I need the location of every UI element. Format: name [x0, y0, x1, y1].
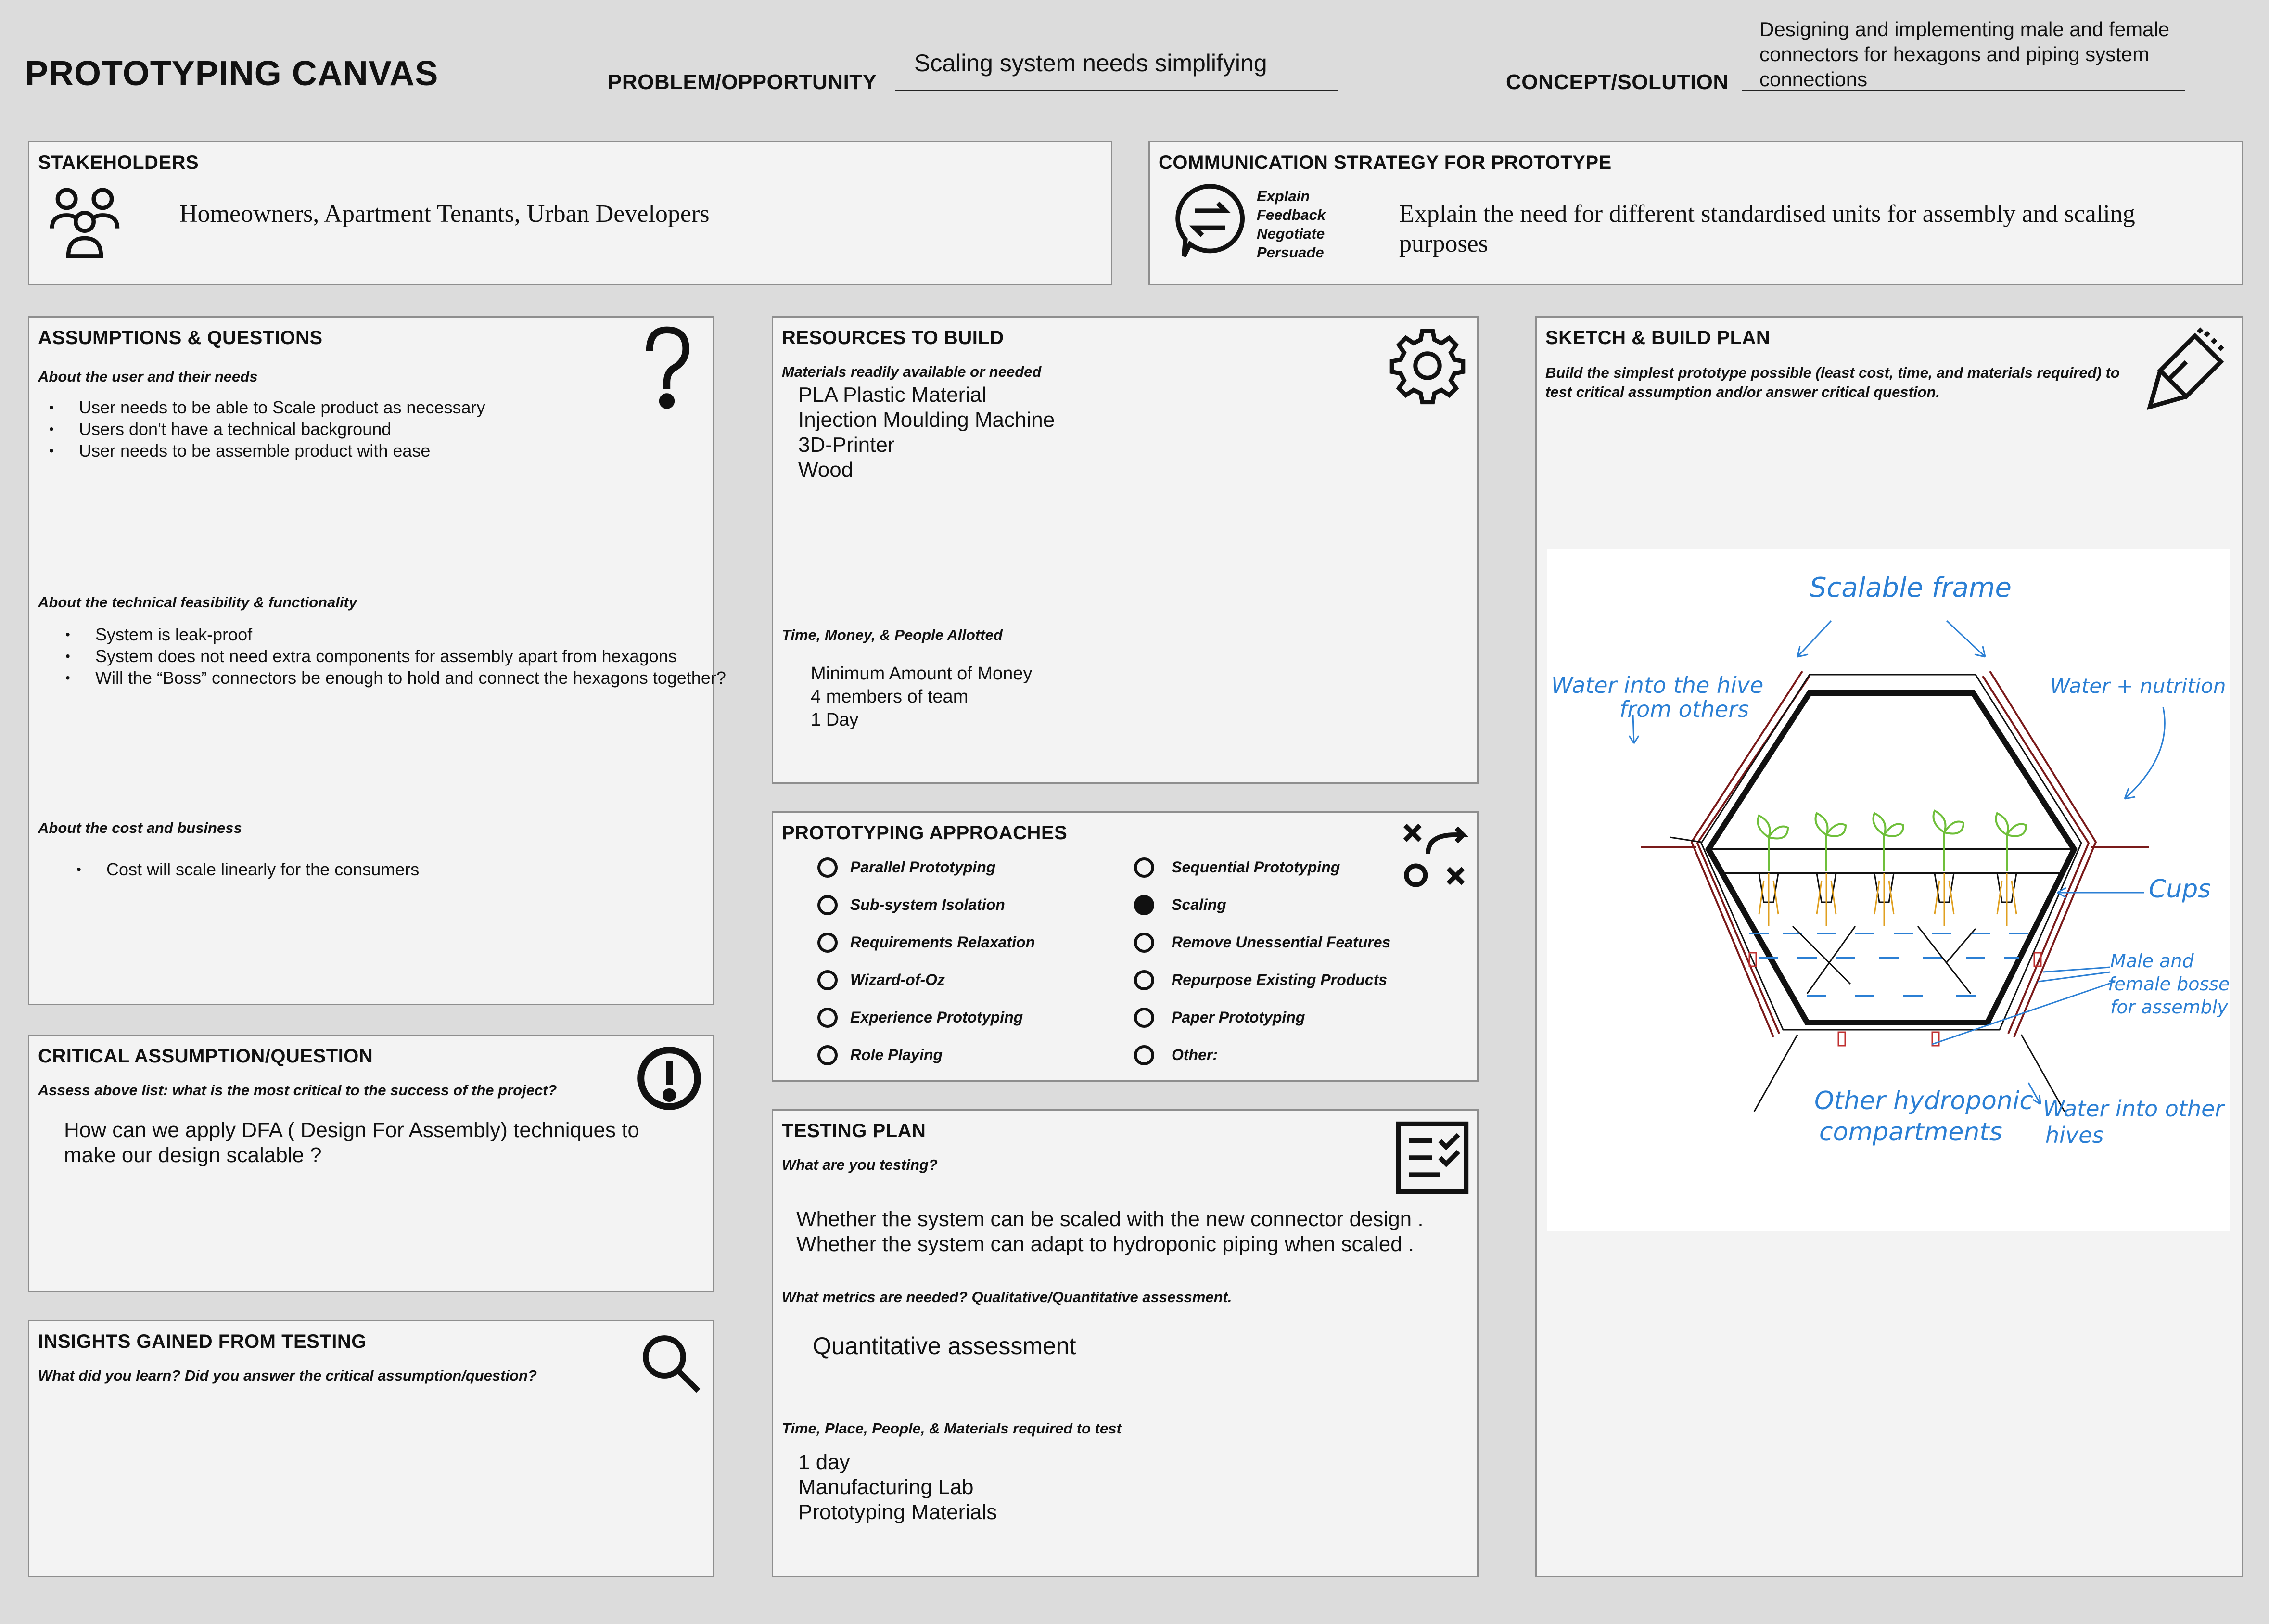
- annotation-water-into-hive: Water into the hive: [1551, 672, 1764, 698]
- approaches-panel: [772, 811, 1479, 1082]
- materials-list: [798, 383, 1055, 483]
- communication-text[interactable]: Explain the need for different standardised units for assembly and scaling purposes: [1399, 200, 2135, 257]
- option-label: Repurpose Existing Products: [1172, 971, 1388, 988]
- mode-persuade: Persuade: [1257, 244, 1324, 261]
- annotation-cups: Cups: [2149, 875, 2211, 904]
- technical-list: [54, 624, 745, 689]
- roots: [1759, 873, 2016, 926]
- radio-role-playing[interactable]: [817, 1045, 838, 1065]
- list-item: PLA Plastic Material: [798, 383, 987, 407]
- resources-title: RESOURCES TO BUILD: [782, 327, 1004, 348]
- magnifier-icon: [639, 1332, 702, 1394]
- sketch-image: [1547, 549, 2230, 1231]
- testing-what-heading: What are you testing?: [782, 1156, 938, 1173]
- radio-experience-prototyping[interactable]: [817, 1008, 838, 1028]
- list-item: Minimum Amount of Money: [811, 664, 1033, 684]
- stakeholders-title: STAKEHOLDERS: [38, 152, 199, 173]
- option-label: Other:: [1172, 1046, 1218, 1063]
- approaches-icon: [1401, 821, 1468, 889]
- annotation-bosses-3: for assembly: [2110, 997, 2228, 1018]
- stakeholders-text[interactable]: Homeowners, Apartment Tenants, Urban Developers: [179, 200, 710, 228]
- list-item: 1 day: [798, 1450, 850, 1474]
- list-item: • System is leak-proof: [95, 624, 745, 645]
- radio-requirements-relaxation[interactable]: [817, 933, 838, 953]
- technical-heading: About the technical feasibility & functionality: [38, 594, 357, 611]
- question-mark-icon: [640, 325, 693, 411]
- list-item: Injection Moulding Machine: [798, 408, 1055, 432]
- list-item: 3D-Printer: [798, 433, 895, 457]
- mode-negotiate: Negotiate: [1257, 225, 1325, 242]
- option-label: Experience Prototyping: [850, 1009, 1023, 1026]
- option-label: Role Playing: [850, 1046, 943, 1063]
- mode-feedback: Feedback: [1257, 206, 1326, 223]
- option-label: Remove Unessential Features: [1172, 933, 1391, 951]
- critical-subtitle: Assess above list: what is the most critical to the success of the project?: [38, 1082, 557, 1099]
- list-item: • Cost will scale linearly for the consumers: [106, 858, 419, 880]
- radio-sub-system-isolation[interactable]: [817, 895, 838, 915]
- people-group-icon: [44, 181, 126, 263]
- list-item: • System does not need extra components for assembly apart from hexagons: [95, 645, 745, 667]
- annotation-other-compartments-2: compartments: [1819, 1118, 2002, 1147]
- assumptions-title: ASSUMPTIONS & QUESTIONS: [38, 327, 323, 348]
- inner-hexagon: [1708, 693, 2074, 1023]
- list-item: Prototyping Materials: [798, 1500, 997, 1524]
- list-item: • User needs to be able to Scale product as necessary: [79, 396, 485, 418]
- cost-heading: About the cost and business: [38, 819, 242, 836]
- user-needs-heading: About the user and their needs: [38, 368, 258, 385]
- list-item: Wood: [798, 458, 854, 482]
- critical-panel: [28, 1035, 714, 1292]
- list-item: 1 Day: [811, 710, 859, 730]
- sketch-panel: [1535, 316, 2243, 1577]
- resources-panel: [772, 316, 1479, 784]
- requirements-heading: Time, Place, People, & Materials required to test: [782, 1420, 1122, 1437]
- concept-value[interactable]: Designing and implementing male and female connectors for hexagons and piping system connections: [1759, 18, 2170, 90]
- radio-repurpose-existing-products[interactable]: [1134, 970, 1154, 990]
- option-label: Scaling: [1172, 896, 1226, 913]
- concept-label: CONCEPT/SOLUTION: [1506, 70, 1729, 94]
- sketch-title: SKETCH & BUILD PLAN: [1545, 327, 1771, 348]
- radio-parallel-prototyping[interactable]: [817, 857, 838, 878]
- pencil-notepad-icon: [2143, 327, 2230, 414]
- water-lines: [1749, 933, 2028, 996]
- annotation-scalable-frame: Scalable frame: [1810, 572, 2012, 603]
- insights-panel: [28, 1320, 714, 1577]
- radio-sequential-prototyping[interactable]: [1134, 857, 1154, 878]
- sketch-subtitle: Build the simplest prototype possible (least cost, time, and materials required) to test critical assumption and/or answer critical question.: [1545, 364, 2120, 400]
- allotted-heading: Time, Money, & People Allotted: [782, 627, 1003, 643]
- annotation-water-nutrition: Water + nutrition: [2050, 674, 2226, 698]
- problem-underline: [895, 90, 1338, 91]
- requirements-list: [798, 1450, 997, 1525]
- list-item: Whether the system can be scaled with the new connector design .: [796, 1207, 1424, 1231]
- list-item: • Users don't have a technical background: [79, 418, 485, 440]
- hydroponic-hive-sketch: [1547, 549, 2230, 1231]
- metrics-value[interactable]: Quantitative assessment: [813, 1332, 1076, 1359]
- radio-other[interactable]: [1134, 1045, 1154, 1065]
- page-title: PROTOTYPING CANVAS: [25, 54, 439, 93]
- list-item: • Will the “Boss” connectors be enough to hold and connect the hexagons together?: [95, 667, 745, 689]
- testing-panel: [772, 1109, 1479, 1577]
- option-label: Sub-system Isolation: [850, 896, 1005, 913]
- plants: [1758, 811, 2027, 871]
- annotation-bosses-2: female bosses: [2108, 973, 2230, 995]
- cost-list: [65, 858, 419, 880]
- communication-modes: [1257, 187, 1326, 262]
- annotation-from-others: from others: [1619, 696, 1749, 722]
- critical-title: CRITICAL ASSUMPTION/QUESTION: [38, 1046, 373, 1067]
- option-label: Sequential Prototyping: [1172, 858, 1340, 876]
- testing-title: TESTING PLAN: [782, 1120, 926, 1141]
- user-needs-list: [38, 396, 485, 461]
- communication-title: COMMUNICATION STRATEGY FOR PROTOTYPE: [1159, 152, 1612, 173]
- list-item: Manufacturing Lab: [798, 1475, 974, 1499]
- checklist-icon: [1394, 1119, 1471, 1196]
- exclamation-circle-icon: [636, 1045, 703, 1112]
- problem-value[interactable]: Scaling system needs simplifying: [914, 50, 1267, 77]
- approaches-title: PROTOTYPING APPROACHES: [782, 822, 1068, 844]
- option-label: Paper Prototyping: [1172, 1009, 1305, 1026]
- metrics-heading: What metrics are needed? Qualitative/Quantitative assessment.: [782, 1289, 1232, 1305]
- option-label: Parallel Prototyping: [850, 858, 996, 876]
- critical-text[interactable]: How can we apply DFA ( Design For Assembly) techniques to make our design scalable ?: [64, 1118, 639, 1167]
- problem-label: PROBLEM/OPPORTUNITY: [608, 70, 877, 94]
- assumptions-panel: [28, 316, 726, 1005]
- list-item: 4 members of team: [811, 687, 969, 707]
- radio-remove-unessential-features[interactable]: [1134, 933, 1154, 953]
- radio-paper-prototyping[interactable]: [1134, 1008, 1154, 1028]
- exchange-bubble-icon: [1172, 180, 1249, 262]
- radio-scaling[interactable]: [1134, 895, 1154, 915]
- radio-wizard-of-oz[interactable]: [817, 970, 838, 990]
- option-label: Requirements Relaxation: [850, 933, 1035, 951]
- allotted-list: [811, 662, 1032, 731]
- stakeholders-panel: [28, 141, 1112, 285]
- annotation-water-out-2: hives: [2045, 1122, 2104, 1148]
- insights-title: INSIGHTS GAINED FROM TESTING: [38, 1331, 367, 1352]
- list-item: Whether the system can adapt to hydroponic piping when scaled .: [796, 1232, 1415, 1256]
- mode-explain: Explain: [1257, 188, 1310, 205]
- gear-icon: [1384, 322, 1471, 409]
- testing-what-list: [796, 1207, 1424, 1257]
- insights-subtitle: What did you learn? Did you answer the critical assumption/question?: [38, 1367, 537, 1384]
- annotation-water-out-1: Water into other: [2043, 1096, 2224, 1122]
- materials-heading: Materials readily available or needed: [782, 363, 1042, 380]
- annotation-bosses-1: Male and: [2110, 950, 2194, 972]
- list-item: • User needs to be assemble product with ease: [79, 440, 485, 461]
- annotation-other-compartments-1: Other hydroponic: [1814, 1087, 2033, 1115]
- option-label: Wizard-of-Oz: [850, 971, 945, 988]
- communication-panel: [1148, 141, 2243, 285]
